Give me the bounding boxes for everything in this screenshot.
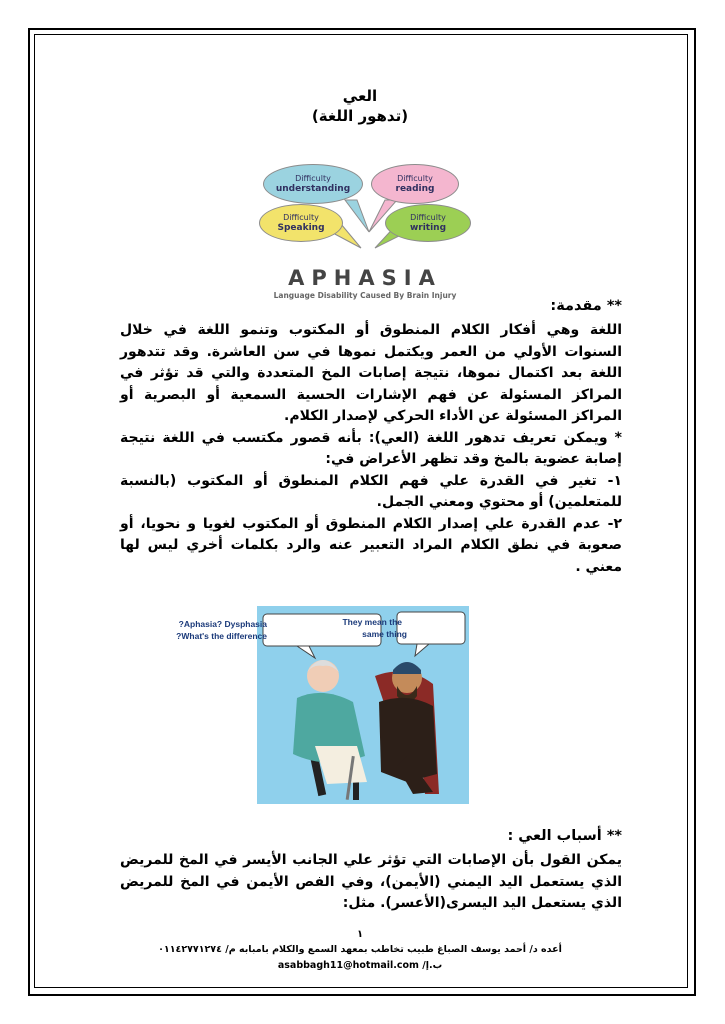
bubble-text-2: understanding	[275, 184, 351, 194]
title-line-1: العي	[342, 87, 378, 105]
intro-paragraph-4: ٢- عدم القدرة علي إصدار الكلام المنطوق أو المكتوب لغويا و نحويا، أو صعوبة في نطق الكلام المراد التعبير عنه والرد بكلمات أخري ليس لها معني .	[120, 515, 622, 575]
aphasia-cartoon	[176, 606, 469, 804]
cartoon-right-bubble-line-1: They mean the	[342, 617, 402, 627]
footer-email[interactable]: asabbagh11@hotmail.com	[277, 960, 419, 971]
intro-body	[36, 320, 684, 578]
aphasia-word: APHASIA	[288, 266, 442, 290]
aphasia-figure	[257, 158, 473, 306]
bubble-text-1: Difficulty	[410, 213, 446, 222]
intro-paragraph-3: ١- تغير في القدرة علي فهم الكلام المنطوق أو المكتوب (بالنسبة للمتعلمين) أو محتوي ومعني الجمل.	[120, 472, 622, 510]
causes-body	[36, 850, 684, 915]
cartoon-right-bubble-line-2: same thing	[362, 629, 407, 639]
title-line-2: (تدهور اللغة)	[311, 107, 409, 125]
causes-heading: ** أسباب العي :	[507, 828, 622, 844]
document-title	[36, 86, 684, 126]
intro-heading: ** مقدمة:	[550, 298, 622, 314]
bubble-text-2: writing	[409, 223, 447, 233]
cartoon-left-bubble-line-1: Aphasia? Dysphasia?	[178, 619, 267, 629]
page-number: ١	[356, 929, 364, 940]
bubble-understanding	[263, 164, 363, 204]
bubble-text-1: Difficulty	[283, 213, 319, 222]
bubble-speaking	[259, 204, 343, 242]
bubble-reading	[371, 164, 459, 204]
bubble-text-2: reading	[395, 184, 435, 194]
cartoon-illustration	[176, 606, 469, 804]
footer-email-line	[36, 960, 684, 971]
cartoon-left-bubble-line-2: What's the difference?	[176, 631, 267, 641]
bubble-text-1: Difficulty	[295, 174, 331, 183]
footer-credit: أعده د/ أحمد يوسف الصباغ طبيب تخاطب بمعهد السمع والكلام بامبابه م/ ٠١١٤٢٧٧١٢٧٤	[158, 944, 562, 955]
causes-paragraph: يمكن القول بأن الإصابات التي تؤثر علي الجانب الأيسر في المخ للمريض الذي يستعمل اليد اليمني (الأيمن)، وفي الفص الأيمن في المخ للمريض الذي يستعمل اليد اليسرى(الأعسر). مثل:	[120, 852, 622, 911]
footer-email-prefix: ب.إ/	[422, 960, 443, 971]
document-page	[36, 36, 684, 984]
bubble-text-1: Difficulty	[397, 174, 433, 183]
intro-paragraph-2: * ويمكن تعريف تدهور اللغة (العي): بأنه قصور مكتسب في اللغة نتيجة إصابة عضوية بالمخ وقد تظهر الأعراض في:	[120, 429, 622, 467]
bubble-text-2: Speaking	[277, 223, 325, 233]
aphasia-subtitle: Language Disability Caused By Brain Injury	[273, 291, 457, 300]
intro-paragraph-1: اللغة وهي أفكار الكلام المنطوق أو المكتوب وتنمو اللغة في خلال السنوات الأولي من العمر ويكتمل نموها في سن العاشرة. وقد تتدهور اللغة بعد اكتمال نموها، نتيجة إصابات المخ المتعددة والتي قد تؤثر في المراكز المسئولة عن فهم الإشارات الحسية السمعية أو البصرية أو المراكز المسئولة عن الأداء الحركي لإصدار الكلام.	[120, 322, 622, 424]
bubble-writing	[385, 204, 471, 242]
